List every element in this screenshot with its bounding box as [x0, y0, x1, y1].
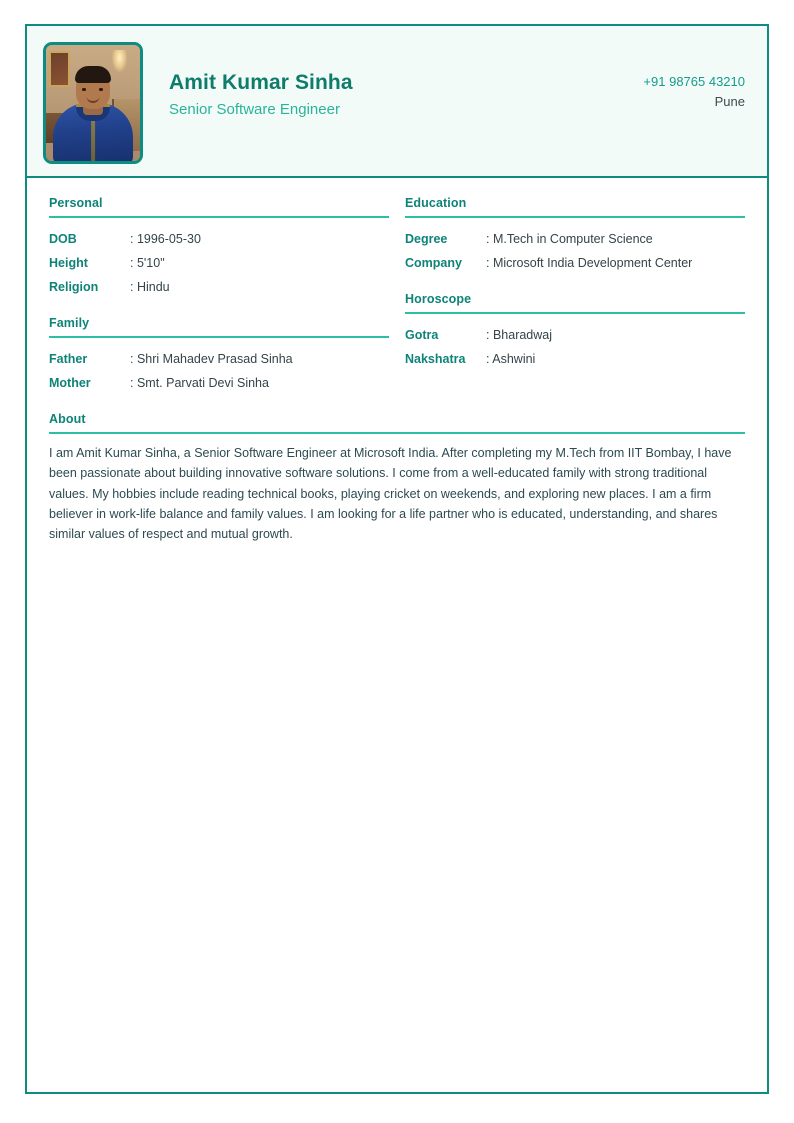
table-row — [49, 371, 389, 395]
section-rule — [405, 312, 745, 314]
section-title-family: Family — [49, 316, 90, 330]
section-rule — [405, 216, 745, 218]
details-grid-top — [49, 196, 745, 412]
row-label: Religion — [49, 280, 99, 294]
profile-header — [27, 26, 767, 178]
profile-identity — [143, 42, 643, 121]
photo-person-hair — [75, 66, 111, 83]
row-value: : 1996-05-30 — [130, 227, 201, 251]
row-value: : Smt. Parvati Devi Sinha — [130, 371, 269, 395]
section-title-horoscope: Horoscope — [405, 292, 472, 306]
row-label: Company — [405, 256, 462, 270]
section-rule — [49, 216, 389, 218]
table-row — [49, 227, 389, 251]
rows-personal — [49, 227, 389, 299]
section-rule — [49, 432, 745, 434]
row-label: Gotra — [405, 328, 439, 342]
biodata-body — [27, 178, 767, 1092]
row-value: : Ashwini — [486, 347, 535, 371]
about-text: I am Amit Kumar Sinha, a Senior Software Engineer at Microsoft India. After completing my M.Tech from IIT Bombay, I have been passionate about building innovative software solutions. I come from a well-educated family with strong traditional values. My hobbies include reading technical books, playing cricket on weekends, and exploring new places. I am a firm believer in work-life balance and family values. I am looking for a life partner who is educated, understanding, and shares similar values of respect and mutual growth. — [49, 446, 732, 541]
table-row — [49, 347, 389, 371]
photo-wall-art — [49, 51, 70, 87]
row-label: Nakshatra — [405, 352, 466, 366]
row-label: Degree — [405, 232, 448, 246]
profile-name: Amit Kumar Sinha — [169, 71, 353, 94]
profile-photo — [46, 45, 140, 161]
row-label: Father — [49, 352, 88, 366]
section-title-about: About — [49, 412, 86, 426]
photo-person-eye-left — [82, 88, 86, 91]
section-horoscope — [405, 292, 745, 371]
rows-education — [405, 227, 745, 275]
table-row — [405, 347, 745, 371]
rows-horoscope — [405, 323, 745, 371]
section-education — [405, 196, 745, 275]
section-title-education: Education — [405, 196, 467, 210]
row-label: Height — [49, 256, 88, 270]
table-row — [49, 275, 389, 299]
row-value: : Hindu — [130, 275, 170, 299]
profile-city: Pune — [714, 94, 745, 110]
row-value: : Bharadwaj — [486, 323, 552, 347]
row-value: : 5'10" — [130, 251, 165, 275]
biodata-card — [25, 24, 769, 1094]
row-label: DOB — [49, 232, 77, 246]
photo-kurta-placket — [91, 119, 95, 161]
details-column-left — [49, 196, 389, 412]
section-personal — [49, 196, 389, 299]
row-label: Mother — [49, 376, 91, 390]
profile-contact — [643, 42, 745, 112]
table-row — [405, 323, 745, 347]
row-value: : Microsoft India Development Center — [486, 251, 692, 275]
row-value: : Shri Mahadev Prasad Sinha — [130, 347, 293, 371]
table-row — [405, 227, 745, 251]
section-about — [49, 412, 745, 544]
photo-wall-lamp — [112, 50, 127, 72]
details-column-right — [405, 196, 745, 412]
profile-phone: +91 98765 43210 — [643, 74, 745, 89]
profile-role: Senior Software Engineer — [169, 101, 340, 119]
table-row — [405, 251, 745, 275]
row-value: : M.Tech in Computer Science — [486, 227, 653, 251]
section-family — [49, 316, 389, 395]
rows-family — [49, 347, 389, 395]
photo-person-eye-right — [99, 88, 103, 91]
profile-photo-frame — [43, 42, 143, 164]
section-rule — [49, 336, 389, 338]
table-row — [49, 251, 389, 275]
section-title-personal: Personal — [49, 196, 103, 210]
